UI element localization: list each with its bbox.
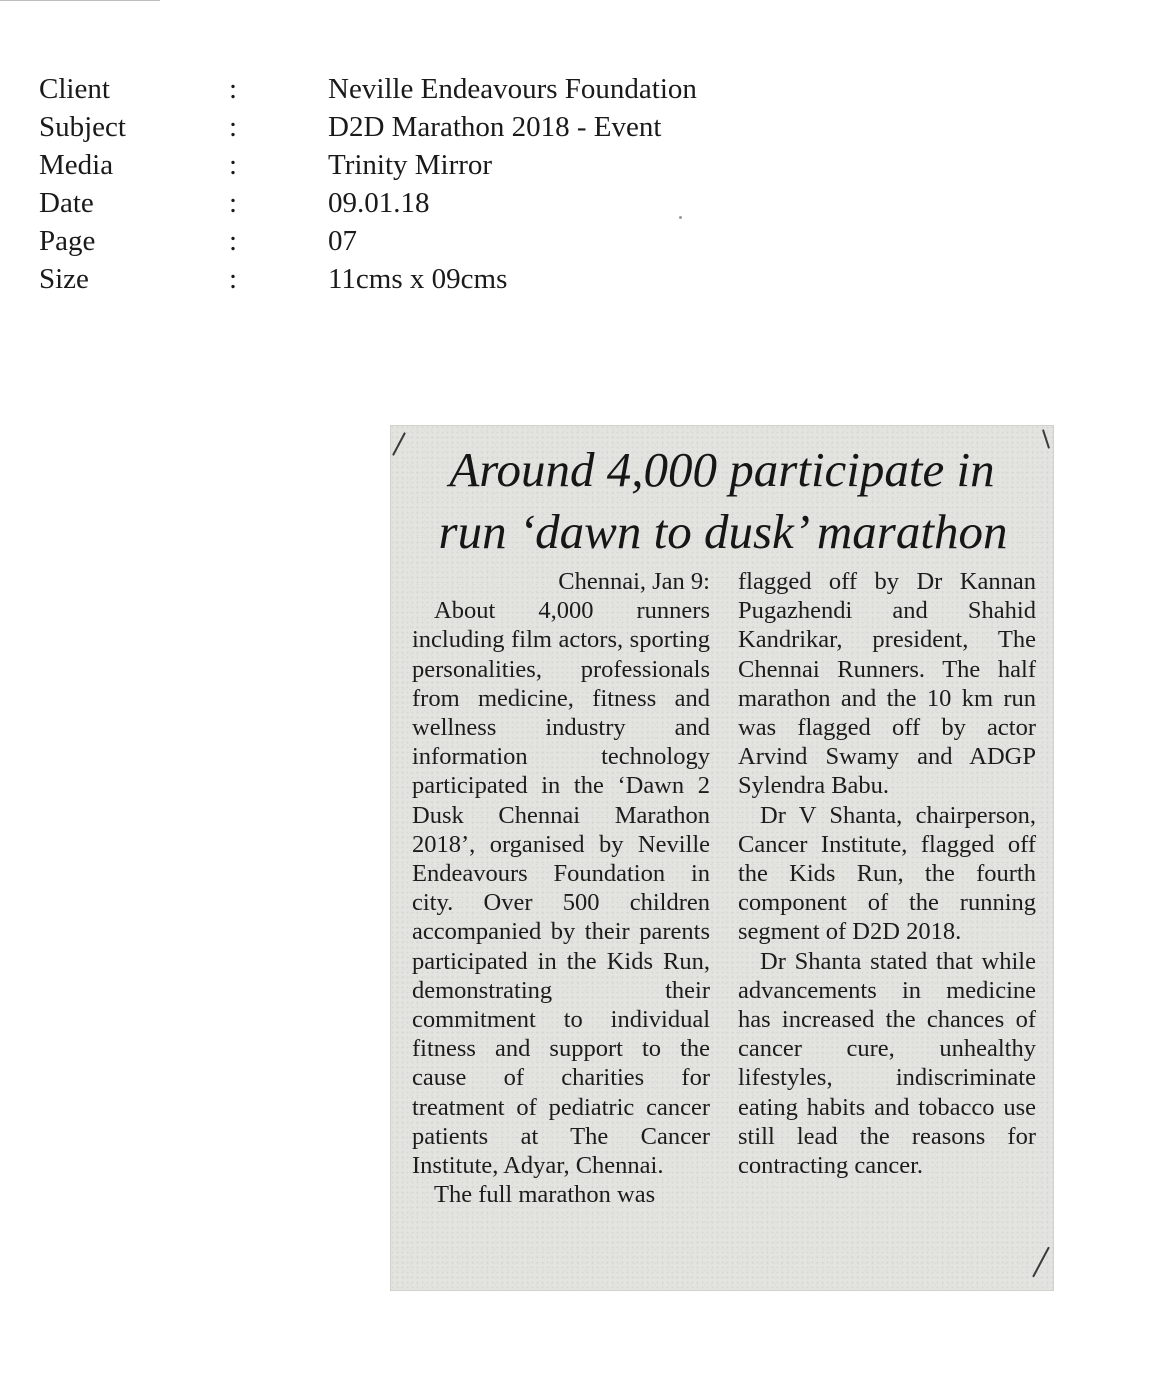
meta-label: Subject: [39, 111, 126, 143]
meta-row-size: [39, 260, 697, 298]
meta-value: 07: [328, 225, 357, 257]
meta-label: Page: [39, 225, 96, 257]
meta-value: 11cms x 09cms: [328, 263, 508, 295]
meta-label: Media: [39, 149, 114, 181]
meta-colon: :: [229, 73, 238, 105]
article-paragraph: Dr Shanta stated that while advancements in medicine has increased the chances of cancer cure, unhealthy lifestyles, indiscriminate eating habits and tobacco use still lead the reasons for contracting cancer.: [738, 947, 1036, 1180]
crop-mark: [1032, 1247, 1050, 1278]
meta-row-media: [39, 146, 697, 184]
article-headline: [390, 439, 1054, 563]
meta-colon: :: [229, 149, 238, 181]
article-paragraph: About 4,000 runners including film actors, sporting personalities, professionals from medicine, fitness and wellness industry and information technology participated in the ‘Dawn 2 Dusk Chennai Marathon 2018’, organised by Neville Endeavours Foundation in city. Over 500 children accompanied by their parents participated in the Kids Run, demonstrating their commitment to individual fitness and support to the cause of charities for treatment of pediatric cancer patients at The Cancer Institute, Adyar, Chennai.: [412, 597, 710, 1180]
meta-label: Size: [39, 263, 89, 295]
scan-speck: [679, 216, 682, 219]
headline-line-1: Around 4,000 participate in: [449, 442, 995, 497]
meta-colon: :: [229, 225, 238, 257]
headline-line-2: run ‘dawn to dusk’ marathon: [438, 504, 1008, 559]
meta-row-client: [39, 70, 697, 108]
article-column-left: [412, 567, 710, 1209]
meta-colon: :: [229, 111, 238, 143]
meta-label: Date: [39, 187, 94, 219]
meta-row-subject: [39, 108, 697, 146]
meta-row-date: [39, 184, 697, 222]
newspaper-clipping: [390, 425, 1054, 1291]
article-column-right: [738, 567, 1036, 1180]
meta-value: Trinity Mirror: [328, 149, 493, 181]
meta-colon: :: [229, 263, 238, 295]
article-paragraph: flagged off by Dr Kannan Pugazhendi and Shahid Kandrikar, president, The Chennai Runners. The half marathon and the 10 km run was flagged off by actor Arvind Swamy and ADGP Sylendra Babu.: [738, 568, 1036, 800]
article-paragraph: Dr V Shanta, chairperson, Cancer Institute, flagged off the Kids Run, the fourth component of the running segment of D2D 2018.: [738, 801, 1036, 946]
meta-value: D2D Marathon 2018 - Event: [328, 111, 662, 143]
meta-row-page: [39, 222, 697, 260]
clipping-metadata: [39, 70, 697, 298]
top-edge-line: [0, 0, 160, 1]
article-paragraph: The full marathon was: [434, 1181, 656, 1209]
meta-label: Client: [39, 73, 110, 105]
meta-value: 09.01.18: [328, 187, 430, 219]
article-dateline: Chennai, Jan 9:: [558, 568, 710, 595]
meta-colon: :: [229, 187, 238, 219]
meta-value: Neville Endeavours Foundation: [328, 73, 697, 105]
